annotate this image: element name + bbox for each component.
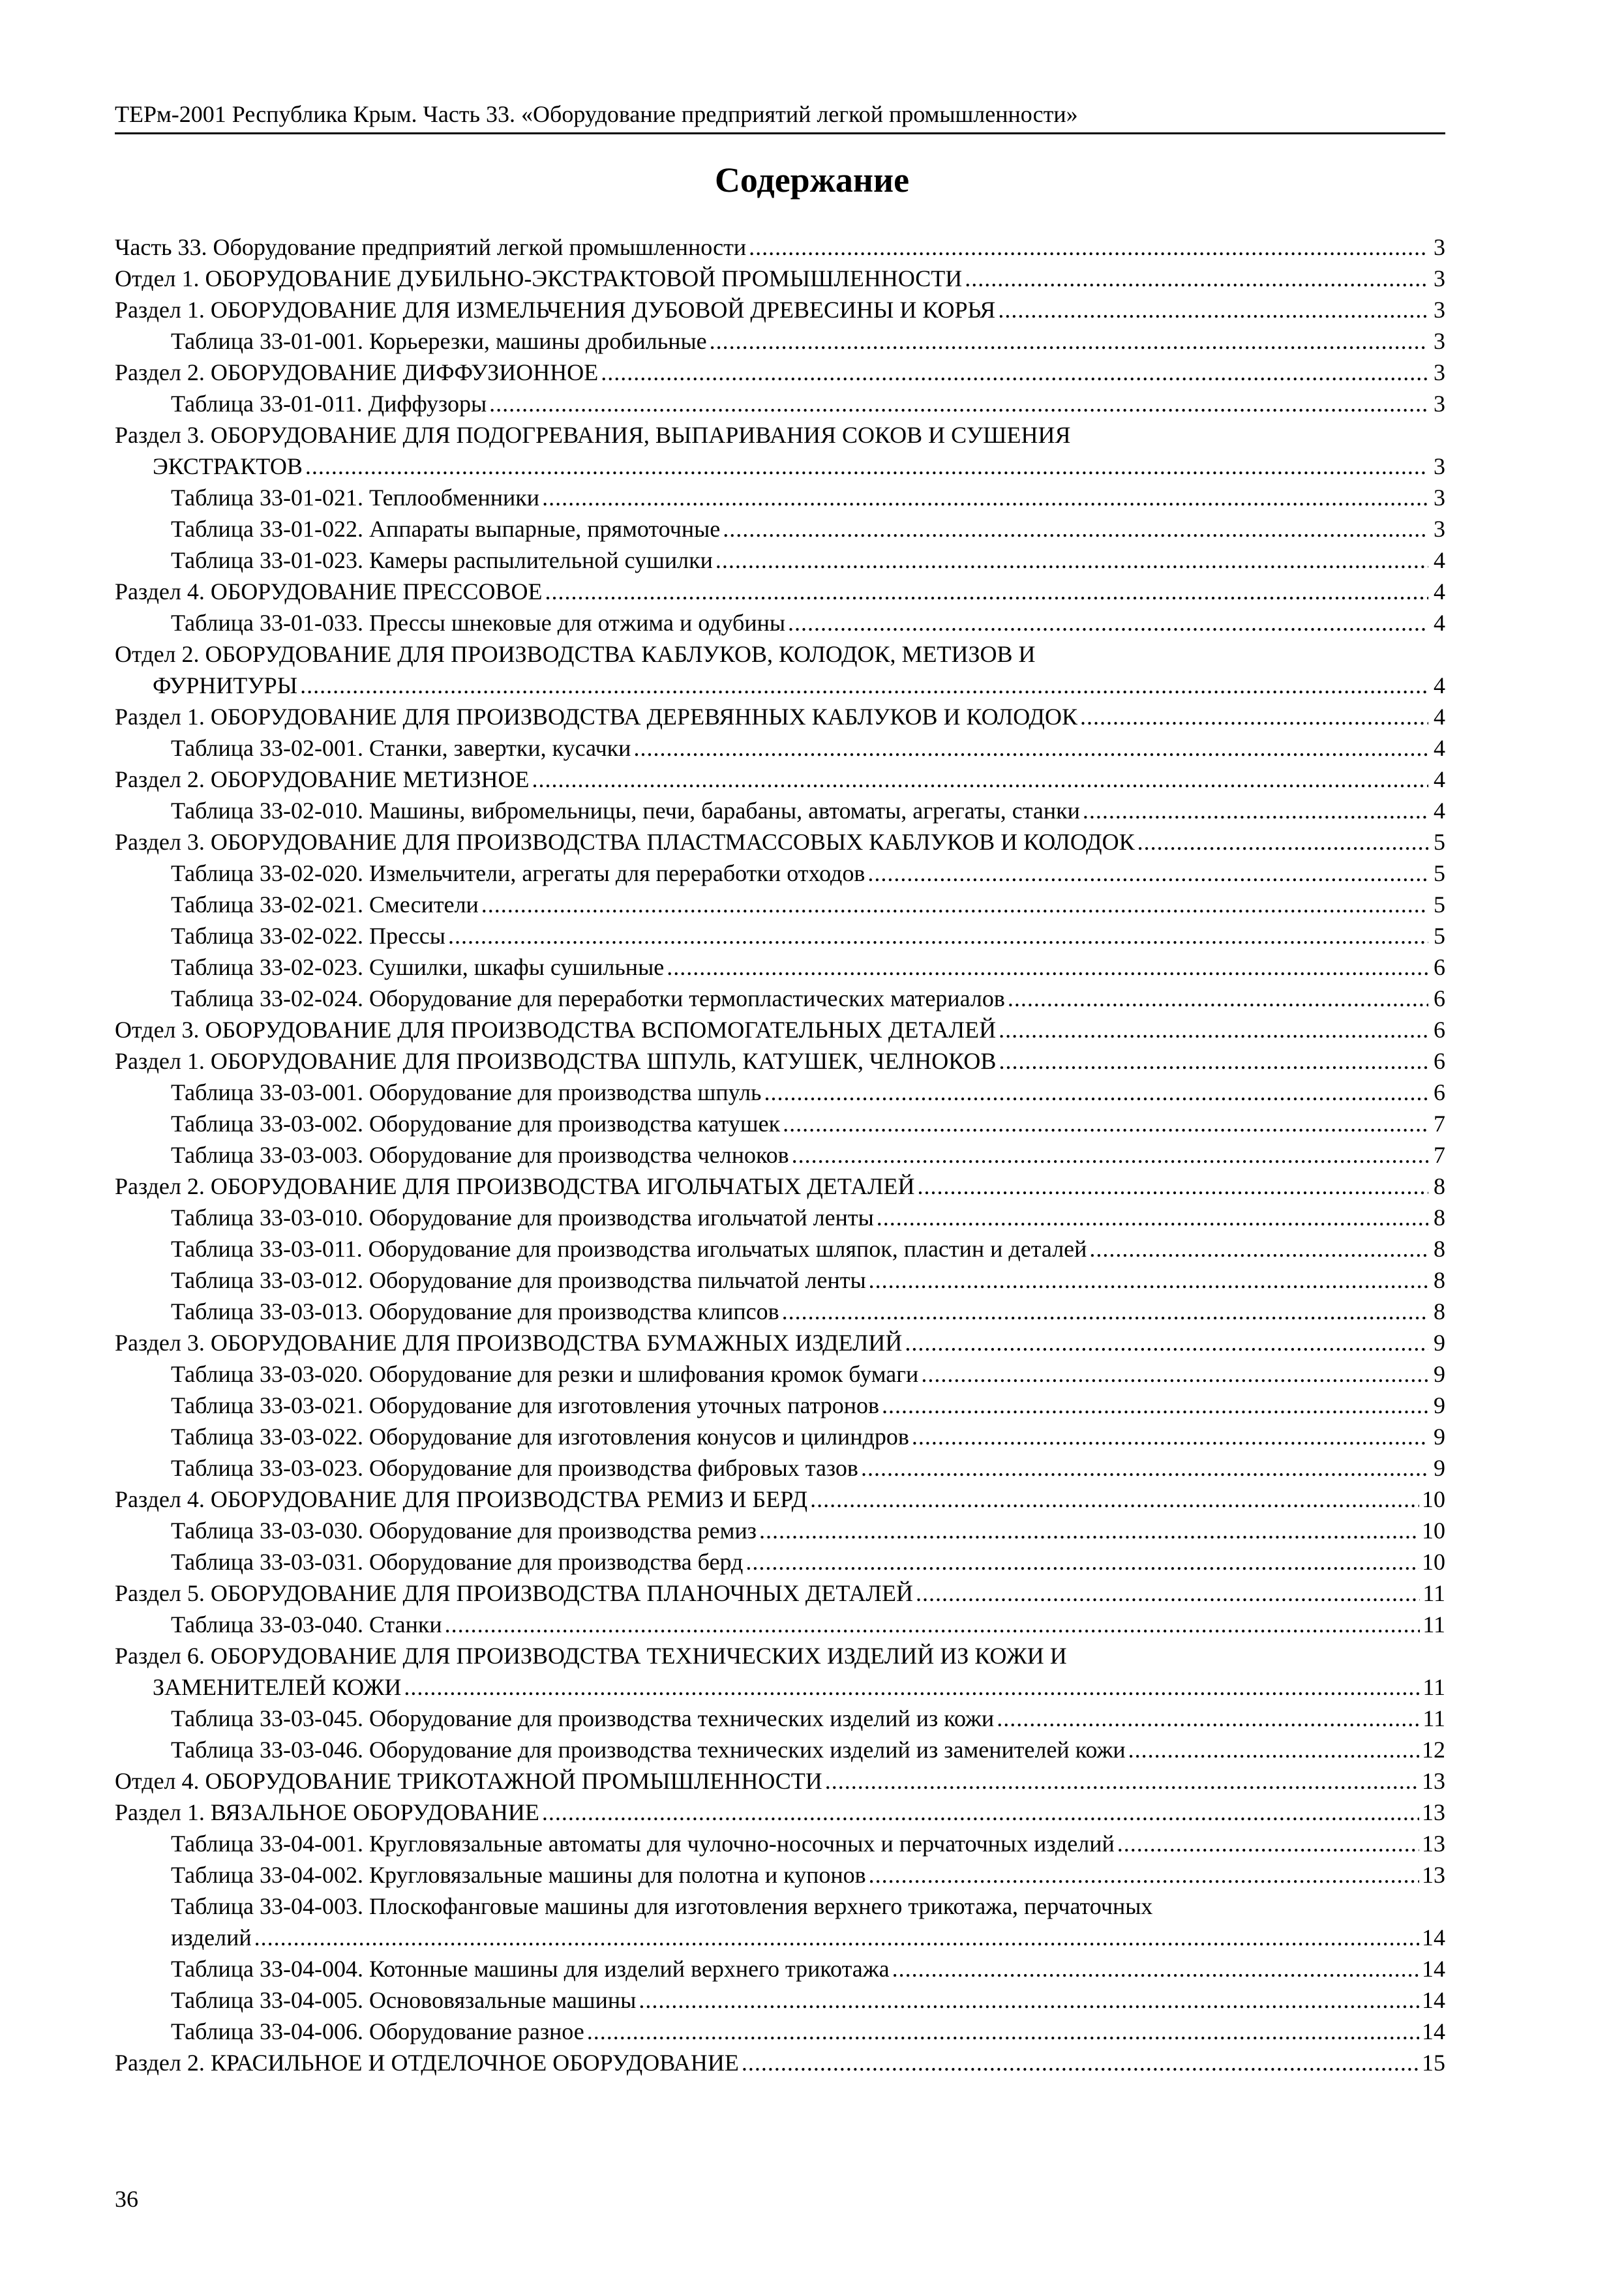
toc-entry[interactable] xyxy=(115,388,1445,419)
toc-entry-continuation[interactable] xyxy=(115,670,1445,701)
dot-leader xyxy=(825,1765,1419,1797)
dot-leader xyxy=(445,1609,1421,1640)
toc-entry[interactable] xyxy=(115,1578,1445,1609)
toc-entry-title: Отдел 3. ОБОРУДОВАНИЕ ДЛЯ ПРОИЗВОДСТВА ВСПОМОГАТЕЛЬНЫХ ДЕТАЛЕЙ xyxy=(115,1017,997,1043)
dot-leader xyxy=(861,1452,1428,1484)
toc-entry-title: Таблица 33-02-020. Измельчители, агрегаты для переработки отходов xyxy=(171,860,865,886)
toc-entry-page: 6 xyxy=(1434,954,1445,980)
dot-leader xyxy=(905,1327,1428,1358)
toc-entry-title: Таблица 33-03-012. Оборудование для производства пильчатой ленты xyxy=(171,1267,866,1293)
toc-entry-page: 11 xyxy=(1422,1611,1445,1638)
toc-entry-title: Таблица 33-03-003. Оборудование для производства челноков xyxy=(171,1142,789,1168)
toc-entry-title: Таблица 33-03-013. Оборудование для производства клипсов xyxy=(171,1298,779,1324)
toc-entry-page: 10 xyxy=(1422,1518,1445,1544)
toc-entry[interactable] xyxy=(115,576,1445,607)
toc-entry[interactable] xyxy=(115,1953,1445,1984)
toc-entry-page: 6 xyxy=(1434,985,1445,1011)
toc-entry-page: 3 xyxy=(1434,516,1445,542)
toc-entry-page: 3 xyxy=(1434,359,1445,385)
toc-entry-title-continued: ЗАМЕНИТЕЛЕЙ КОЖИ xyxy=(153,1674,402,1700)
dot-leader xyxy=(545,576,1428,607)
toc-entry[interactable] xyxy=(115,1828,1445,1859)
dot-leader xyxy=(742,2047,1419,2078)
toc-entry-page: 8 xyxy=(1434,1236,1445,1262)
toc-entry[interactable] xyxy=(115,325,1445,357)
toc-entry-title: Раздел 2. ОБОРУДОВАНИЕ ДИФФУЗИОННОЕ xyxy=(115,359,599,385)
toc-entry[interactable] xyxy=(115,795,1445,826)
toc-entry-page: 12 xyxy=(1422,1737,1445,1763)
toc-entry[interactable] xyxy=(115,983,1445,1014)
toc-entry[interactable] xyxy=(115,2016,1445,2047)
toc-entry-title: Таблица 33-03-031. Оборудование для производства берд xyxy=(171,1549,744,1575)
toc-entry[interactable] xyxy=(115,2047,1445,2078)
toc-entry-page: 15 xyxy=(1422,2050,1445,2076)
toc-entry[interactable] xyxy=(115,858,1445,889)
dot-leader xyxy=(1137,826,1428,858)
toc-entry[interactable] xyxy=(115,1484,1445,1515)
toc-entry[interactable] xyxy=(115,1233,1445,1264)
dot-leader xyxy=(892,1953,1419,1984)
toc-entry-title: Раздел 2. КРАСИЛЬНОЕ И ОТДЕЛОЧНОЕ ОБОРУДОВАНИЕ xyxy=(115,2050,739,2076)
toc-entry-page: 3 xyxy=(1434,265,1445,292)
toc-entry-title: Таблица 33-01-001. Корьерезки, машины дробильные xyxy=(171,328,707,354)
toc-entry-page: 4 xyxy=(1434,704,1445,730)
toc-entry-page: 11 xyxy=(1422,1674,1445,1700)
dot-leader xyxy=(305,451,1428,482)
toc-entry[interactable] xyxy=(115,357,1445,388)
toc-entry[interactable] xyxy=(115,1515,1445,1546)
toc-entry[interactable] xyxy=(115,482,1445,513)
dot-leader xyxy=(999,1045,1428,1077)
toc-entry-page: 4 xyxy=(1434,578,1445,605)
toc-entry[interactable] xyxy=(115,1797,1445,1828)
toc-entry-title-continued: изделий xyxy=(171,1924,252,1951)
toc-entry-title: Таблица 33-03-022. Оборудование для изготовления конусов и цилиндров xyxy=(171,1424,909,1450)
toc-entry-page: 9 xyxy=(1434,1361,1445,1387)
toc-entry[interactable] xyxy=(115,1984,1445,2016)
toc-entry[interactable] xyxy=(115,1546,1445,1578)
dot-leader xyxy=(764,1077,1428,1108)
toc-entry-page: 3 xyxy=(1434,485,1445,511)
toc-entry-page: 14 xyxy=(1422,2018,1445,2044)
dot-leader xyxy=(639,1984,1419,2016)
toc-entry[interactable] xyxy=(115,1108,1445,1139)
toc-entry-title: Таблица 33-01-021. Теплообменники xyxy=(171,485,540,511)
toc-entry-page: 5 xyxy=(1434,829,1445,855)
dot-leader xyxy=(715,545,1428,576)
toc-entry-title: Таблица 33-03-011. Оборудование для производства игольчатых шляпок, пластин и деталей xyxy=(171,1236,1087,1262)
toc-entry-title: Раздел 1. ОБОРУДОВАНИЕ ДЛЯ ИЗМЕЛЬЧЕНИЯ ДУБОВОЙ ДРЕВЕСИНЫ И КОРЬЯ xyxy=(115,297,996,323)
dot-leader xyxy=(1008,983,1428,1014)
dot-leader xyxy=(710,325,1428,357)
toc-entry[interactable] xyxy=(115,545,1445,576)
dot-leader xyxy=(917,1171,1428,1202)
toc-entry-page: 9 xyxy=(1434,1330,1445,1356)
toc-entry[interactable] xyxy=(115,1859,1445,1891)
toc-entry[interactable] xyxy=(115,1734,1445,1765)
page-title: Содержание xyxy=(714,160,910,200)
toc-entry-page: 13 xyxy=(1422,1862,1445,1888)
toc-entry-title: Таблица 33-04-002. Кругловязальные машины для полотна и купонов xyxy=(171,1862,866,1888)
toc-entry-page: 8 xyxy=(1434,1173,1445,1199)
toc-entry-title: Раздел 6. ОБОРУДОВАНИЕ ДЛЯ ПРОИЗВОДСТВА ТЕХНИЧЕСКИХ ИЗДЕЛИЙ ИЗ КОЖИ И xyxy=(115,1643,1067,1669)
dot-leader xyxy=(1128,1734,1419,1765)
toc-entry[interactable] xyxy=(115,1202,1445,1233)
toc-entry-title: Таблица 33-03-030. Оборудование для производства ремиз xyxy=(171,1518,757,1544)
dot-leader xyxy=(1117,1828,1419,1859)
toc-entry[interactable] xyxy=(115,1296,1445,1327)
dot-leader xyxy=(782,1296,1428,1327)
dot-leader xyxy=(254,1922,1419,1953)
toc-entry[interactable] xyxy=(115,1171,1445,1202)
toc-entry-title: Раздел 3. ОБОРУДОВАНИЕ ДЛЯ ПРОИЗВОДСТВА БУМАЖНЫХ ИЗДЕЛИЙ xyxy=(115,1330,903,1356)
dot-leader xyxy=(788,607,1428,638)
dot-leader xyxy=(542,482,1428,513)
toc-entry-page: 11 xyxy=(1422,1705,1445,1731)
toc-entry-title: Отдел 4. ОБОРУДОВАНИЕ ТРИКОТАЖНОЙ ПРОМЫШЛЕННОСТИ xyxy=(115,1768,822,1794)
toc-entry[interactable] xyxy=(115,419,1445,451)
toc-entry[interactable] xyxy=(115,1358,1445,1390)
toc-entry-title: Таблица 33-03-023. Оборудование для производства фибровых тазов xyxy=(171,1455,858,1481)
toc-entry[interactable] xyxy=(115,294,1445,325)
dot-leader xyxy=(869,1859,1419,1891)
toc-entry-page: 6 xyxy=(1434,1048,1445,1074)
dot-leader xyxy=(999,1014,1428,1045)
dot-leader xyxy=(1089,1233,1428,1264)
table-of-contents xyxy=(115,232,1445,2078)
toc-entry-title: Отдел 2. ОБОРУДОВАНИЕ ДЛЯ ПРОИЗВОДСТВА КАБЛУКОВ, КОЛОДОК, МЕТИЗОВ И xyxy=(115,641,1036,667)
dot-leader xyxy=(921,1358,1428,1390)
toc-entry[interactable] xyxy=(115,826,1445,858)
toc-entry[interactable] xyxy=(115,232,1445,263)
toc-entry-page: 14 xyxy=(1422,1956,1445,1982)
toc-entry-continuation[interactable] xyxy=(115,451,1445,482)
toc-entry[interactable] xyxy=(115,1421,1445,1452)
toc-entry-page: 8 xyxy=(1434,1298,1445,1324)
dot-leader xyxy=(587,2016,1419,2047)
toc-entry-title: Раздел 4. ОБОРУДОВАНИЕ ДЛЯ ПРОИЗВОДСТВА РЕМИЗ И БЕРД xyxy=(115,1486,808,1512)
toc-entry-title: Таблица 33-03-010. Оборудование для производства игольчатой ленты xyxy=(171,1204,874,1231)
dot-leader xyxy=(404,1671,1420,1703)
dot-leader xyxy=(759,1515,1419,1546)
toc-entry[interactable] xyxy=(115,263,1445,294)
toc-entry-page: 4 xyxy=(1434,798,1445,824)
toc-entry-continuation[interactable] xyxy=(115,1671,1445,1703)
dot-leader xyxy=(1083,795,1428,826)
dot-leader xyxy=(792,1139,1428,1171)
toc-entry-page: 7 xyxy=(1434,1142,1445,1168)
toc-entry-page: 4 xyxy=(1434,766,1445,792)
dot-leader xyxy=(633,732,1428,764)
toc-entry[interactable] xyxy=(115,1264,1445,1296)
toc-entry-title: Таблица 33-04-004. Котонные машины для изделий верхнего трикотажа xyxy=(171,1956,890,1982)
toc-entry-title: Таблица 33-03-020. Оборудование для резки и шлифования кромок бумаги xyxy=(171,1361,919,1387)
toc-entry[interactable] xyxy=(115,1452,1445,1484)
toc-entry-page: 13 xyxy=(1422,1768,1445,1794)
toc-entry-title: Таблица 33-02-022. Прессы xyxy=(171,923,445,949)
toc-entry[interactable] xyxy=(115,1014,1445,1045)
dot-leader xyxy=(869,1264,1428,1296)
toc-entry-page: 6 xyxy=(1434,1079,1445,1105)
dot-leader xyxy=(745,1546,1419,1578)
toc-entry-title: Таблица 33-04-006. Оборудование разное xyxy=(171,2018,584,2044)
toc-entry-title: Таблица 33-03-002. Оборудование для производства катушек xyxy=(171,1111,781,1137)
toc-entry-page: 5 xyxy=(1434,891,1445,918)
toc-entry-page: 10 xyxy=(1422,1549,1445,1575)
dot-leader xyxy=(300,670,1428,701)
dot-leader xyxy=(1080,701,1428,732)
running-header: ТЕРм-2001 Республика Крым. Часть 33. «Оборудование предприятий легкой промышленности» xyxy=(115,101,1078,127)
toc-entry[interactable] xyxy=(115,1891,1445,1922)
toc-entry-title: Таблица 33-03-046. Оборудование для производства технических изделий из заменителей кожи xyxy=(171,1737,1126,1763)
toc-entry-title: Таблица 33-03-001. Оборудование для производства шпуль xyxy=(171,1079,762,1105)
toc-entry-title: Таблица 33-02-024. Оборудование для переработки термопластических материалов xyxy=(171,985,1005,1011)
toc-entry-title: Раздел 3. ОБОРУДОВАНИЕ ДЛЯ ПОДОГРЕВАНИЯ, ВЫПАРИВАНИЯ СОКОВ И СУШЕНИЯ xyxy=(115,422,1071,448)
dot-leader xyxy=(877,1202,1428,1233)
toc-entry-title: Таблица 33-02-021. Смесители xyxy=(171,891,479,918)
toc-entry[interactable] xyxy=(115,732,1445,764)
toc-entry-title: Раздел 3. ОБОРУДОВАНИЕ ДЛЯ ПРОИЗВОДСТВА ПЛАСТМАССОВЫХ КАБЛУКОВ И КОЛОДОК xyxy=(115,829,1135,855)
toc-entry-continuation[interactable] xyxy=(115,1922,1445,1953)
toc-entry[interactable] xyxy=(115,1077,1445,1108)
toc-entry-title: Таблица 33-02-001. Станки, завертки, кусачки xyxy=(171,735,631,761)
header-rule xyxy=(115,132,1445,134)
toc-entry-page: 4 xyxy=(1434,672,1445,698)
toc-entry-title: Раздел 2. ОБОРУДОВАНИЕ МЕТИЗНОЕ xyxy=(115,766,530,792)
toc-entry-title: Раздел 1. ОБОРУДОВАНИЕ ДЛЯ ПРОИЗВОДСТВА ДЕРЕВЯННЫХ КАБЛУКОВ И КОЛОДОК xyxy=(115,704,1077,730)
toc-entry-title: Таблица 33-03-040. Станки xyxy=(171,1611,442,1638)
toc-entry[interactable] xyxy=(115,701,1445,732)
dot-leader xyxy=(997,1703,1420,1734)
toc-entry-page: 4 xyxy=(1434,547,1445,573)
toc-entry[interactable] xyxy=(115,513,1445,545)
page-number: 36 xyxy=(115,2186,138,2212)
toc-entry[interactable] xyxy=(115,1390,1445,1421)
toc-entry[interactable] xyxy=(115,1045,1445,1077)
toc-entry[interactable] xyxy=(115,638,1445,670)
toc-entry[interactable] xyxy=(115,920,1445,951)
toc-entry-title: Отдел 1. ОБОРУДОВАНИЕ ДУБИЛЬНО-ЭКСТРАКТОВОЙ ПРОМЫШЛЕННОСТИ xyxy=(115,265,963,292)
toc-entry-page: 3 xyxy=(1434,328,1445,354)
dot-leader xyxy=(481,889,1428,920)
dot-leader xyxy=(601,357,1428,388)
toc-entry[interactable] xyxy=(115,1609,1445,1640)
toc-entry-page: 11 xyxy=(1422,1580,1445,1606)
dot-leader xyxy=(667,951,1428,983)
toc-entry[interactable] xyxy=(115,764,1445,795)
dot-leader xyxy=(867,858,1428,889)
toc-entry-title: Раздел 5. ОБОРУДОВАНИЕ ДЛЯ ПРОИЗВОДСТВА ПЛАНОЧНЫХ ДЕТАЛЕЙ xyxy=(115,1580,913,1606)
toc-entry-title: Таблица 33-03-021. Оборудование для изготовления уточных патронов xyxy=(171,1392,880,1418)
toc-entry-page: 9 xyxy=(1434,1424,1445,1450)
toc-entry-title: Раздел 1. ВЯЗАЛЬНОЕ ОБОРУДОВАНИЕ xyxy=(115,1799,539,1825)
toc-entry-title: Раздел 2. ОБОРУДОВАНИЕ ДЛЯ ПРОИЗВОДСТВА ИГОЛЬЧАТЫХ ДЕТАЛЕЙ xyxy=(115,1173,915,1199)
toc-entry-page: 5 xyxy=(1434,860,1445,886)
toc-entry-title: Таблица 33-02-023. Сушилки, шкафы сушильные xyxy=(171,954,665,980)
dot-leader xyxy=(882,1390,1428,1421)
toc-entry-page: 10 xyxy=(1422,1486,1445,1512)
toc-entry[interactable] xyxy=(115,889,1445,920)
toc-entry-page: 14 xyxy=(1422,1987,1445,2013)
toc-entry[interactable] xyxy=(115,1327,1445,1358)
dot-leader xyxy=(998,294,1428,325)
toc-entry[interactable] xyxy=(115,607,1445,638)
dot-leader xyxy=(810,1484,1419,1515)
dot-leader xyxy=(749,232,1428,263)
toc-entry-title: Таблица 33-04-005. Основовязальные машины xyxy=(171,1987,637,2013)
dot-leader xyxy=(916,1578,1420,1609)
toc-entry-page: 4 xyxy=(1434,610,1445,636)
toc-entry-title: Раздел 4. ОБОРУДОВАНИЕ ПРЕССОВОЕ xyxy=(115,578,543,605)
dot-leader xyxy=(448,920,1428,951)
toc-entry-page: 14 xyxy=(1422,1924,1445,1951)
dot-leader xyxy=(532,764,1428,795)
toc-entry-page: 8 xyxy=(1434,1267,1445,1293)
dot-leader xyxy=(723,513,1428,545)
toc-entry[interactable] xyxy=(115,1139,1445,1171)
toc-entry-title: Раздел 1. ОБОРУДОВАНИЕ ДЛЯ ПРОИЗВОДСТВА ШПУЛЬ, КАТУШЕК, ЧЕЛНОКОВ xyxy=(115,1048,997,1074)
toc-entry[interactable] xyxy=(115,1640,1445,1671)
toc-entry-page: 4 xyxy=(1434,735,1445,761)
dot-leader xyxy=(965,263,1428,294)
toc-entry-page: 3 xyxy=(1434,453,1445,479)
toc-entry-title: Таблица 33-02-010. Машины, вибромельницы, печи, барабаны, автоматы, агрегаты, станки xyxy=(171,798,1080,824)
toc-entry-title-continued: ФУРНИТУРЫ xyxy=(153,672,298,698)
toc-entry-title: Таблица 33-01-022. Аппараты выпарные, прямоточные xyxy=(171,516,721,542)
dot-leader xyxy=(489,388,1428,419)
toc-entry-title: Часть 33. Оборудование предприятий легкой промышленности xyxy=(115,234,747,260)
toc-entry-page: 3 xyxy=(1434,391,1445,417)
toc-entry-title-continued: ЭКСТРАКТОВ xyxy=(153,453,303,479)
toc-entry[interactable] xyxy=(115,1765,1445,1797)
toc-entry-page: 6 xyxy=(1434,1017,1445,1043)
toc-entry-title: Таблица 33-04-003. Плоскофанговые машины для изготовления верхнего трикотажа, перчаточных xyxy=(171,1893,1153,1919)
toc-entry[interactable] xyxy=(115,951,1445,983)
toc-entry-page: 3 xyxy=(1434,234,1445,260)
toc-entry-page: 8 xyxy=(1434,1204,1445,1231)
toc-entry-title: Таблица 33-03-045. Оборудование для производства технических изделий из кожи xyxy=(171,1705,995,1731)
dot-leader xyxy=(542,1797,1419,1828)
toc-entry-page: 9 xyxy=(1434,1392,1445,1418)
toc-entry-page: 5 xyxy=(1434,923,1445,949)
toc-entry-page: 13 xyxy=(1422,1831,1445,1857)
toc-entry-page: 9 xyxy=(1434,1455,1445,1481)
toc-entry[interactable] xyxy=(115,1703,1445,1734)
dot-leader xyxy=(912,1421,1428,1452)
toc-entry-page: 3 xyxy=(1434,297,1445,323)
dot-leader xyxy=(783,1108,1428,1139)
toc-entry-title: Таблица 33-01-023. Камеры распылительной сушилки xyxy=(171,547,713,573)
toc-entry-page: 7 xyxy=(1434,1111,1445,1137)
toc-entry-title: Таблица 33-04-001. Кругловязальные автоматы для чулочно-носочных и перчаточных изделий xyxy=(171,1831,1115,1857)
toc-entry-page: 13 xyxy=(1422,1799,1445,1825)
toc-entry-title: Таблица 33-01-033. Прессы шнековые для отжима и одубины xyxy=(171,610,786,636)
toc-entry-title: Таблица 33-01-011. Диффузоры xyxy=(171,391,487,417)
